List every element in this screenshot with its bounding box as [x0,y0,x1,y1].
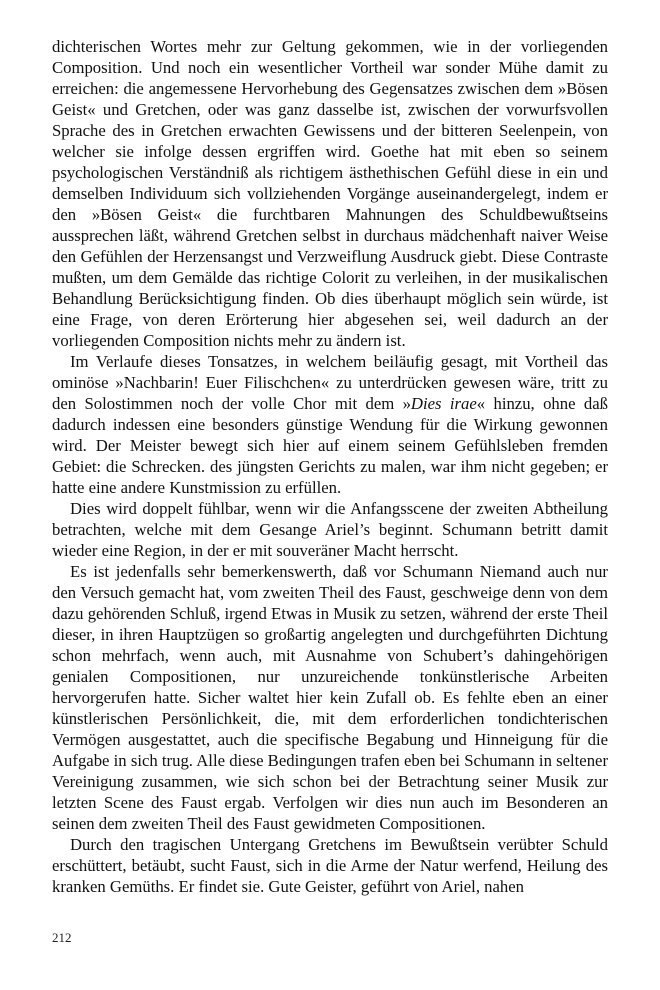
page-number: 212 [52,930,72,945]
paragraph-2-text-b: « hinzu, ohne daß dadurch indessen eine besonders günstige Wendung für die Wirkung gewonnen wird. Der Meister bewegt sich hier auf einem seinem Gefühlsleben fremden Gebiet: die Schrecken. des jüngsten Gerichts zu malen, war ihm nicht gegeben; er hatte eine andere Kunstmission zu erfüllen. [52,394,608,497]
paragraph-1-text: dichterischen Wortes mehr zur Geltung gekommen, wie in der vorliegenden Composition. Und noch ein wesentlicher Vortheil war sonder Mühe damit zu erreichen: die angemessene Hervorhebung des Gegensatzes zwischen dem »Bösen Geist« und Gretchen, oder was ganz dasselbe ist, zwischen der vorwurfsvollen Sprache des in Gretchen erwachten Gewissens und der bitteren Seelenpein, von welcher sie infolge dessen ergriffen wird. Goethe hat mit eben so seinem psychologischen Verständniß als richtigem ästhethischen Gefühl diese in ein und demselben Individuum sich vollziehenden Vorgänge auseinandergelegt, indem er den »Bösen Geist« die furchtbaren Mahnungen des Schuldbewußtseins aussprechen läßt, während Gretchen selbst in durchaus mädchenhaft naiver Weise den Gefühlen der Herzensangst und Verzweiflung Ausdruck giebt. Diese Contraste mußten, um dem Gemälde das richtige Colorit zu verleihen, in der musikalischen Behandlung Berücksichtigung finden. Ob dies überhaupt möglich sein würde, ist eine Frage, von deren Erörterung hier abgesehen sei, weil dadurch an der vorliegenden Composition nichts mehr zu ändern ist. [52,37,608,350]
paragraph-5 [52,834,608,897]
paragraph-2-italic-dies-irae: Dies irae [410,394,477,413]
paragraph-5-text: Durch den tragischen Untergang Gretchens im Bewußtsein verübter Schuld erschüttert, betäubt, sucht Faust, sich in die Arme der Natur werfend, Heilung des kranken Gemüths. Er findet sie. Gute Geister, geführt von Ariel, nahen [52,835,608,896]
paragraph-4 [52,561,608,834]
paragraph-4-text: Es ist jedenfalls sehr bemerkenswerth, daß vor Schumann Niemand auch nur den Versuch gemacht hat, vom zweiten Theil des Faust, geschweige denn von dem dazu gehörenden Schluß, irgend Etwas in Musik zu setzen, während der erste Theil dieser, in ihren Hauptzügen so großartig angelegten und durchgeführten Dichtung schon mehrfach, wenn auch, mit Ausnahme von Schubert’s dahingehörigen genialen Compositionen, nur unzureichende tonkünstlerische Arbeiten hervorgerufen hatte. Sicher waltet hier kein Zufall ob. Es fehlte eben an einer künstlerischen Persönlichkeit, die, mit dem erforderlichen tondichterischen Vermögen ausgestattet, auch die specifische Begabung und Hinneigung für die Aufgabe in sich trug. Alle diese Bedingungen trafen eben bei Schumann in seltener Vereinigung zusammen, wie sich schon bei der Betrachtung seiner Musik zur letzten Scene des Faust ergab. Verfolgen wir dies nun auch im Besonderen an seinen dem zweiten Theil des Faust gewidmeten Compositionen. [52,562,608,833]
paragraph-1 [52,36,608,351]
page-body-text [52,36,608,897]
paragraph-2-text-a: Im Verlaufe dieses Tonsatzes, in welchem beiläufig gesagt, mit Vortheil das ominöse »Nachbarin! Euer Filischchen« zu unterdrücken gewesen wäre, tritt zu den Solostimmen noch der volle Chor mit dem » [52,352,608,413]
paragraph-3 [52,498,608,561]
paragraph-3-text: Dies wird doppelt fühlbar, wenn wir die Anfangsscene der zweiten Abtheilung betrachten, welche mit dem Gesange Ariel’s beginnt. Schumann betritt damit wieder eine Region, in der er mit souveräner Macht herrscht. [52,499,608,560]
paragraph-2 [52,351,608,498]
